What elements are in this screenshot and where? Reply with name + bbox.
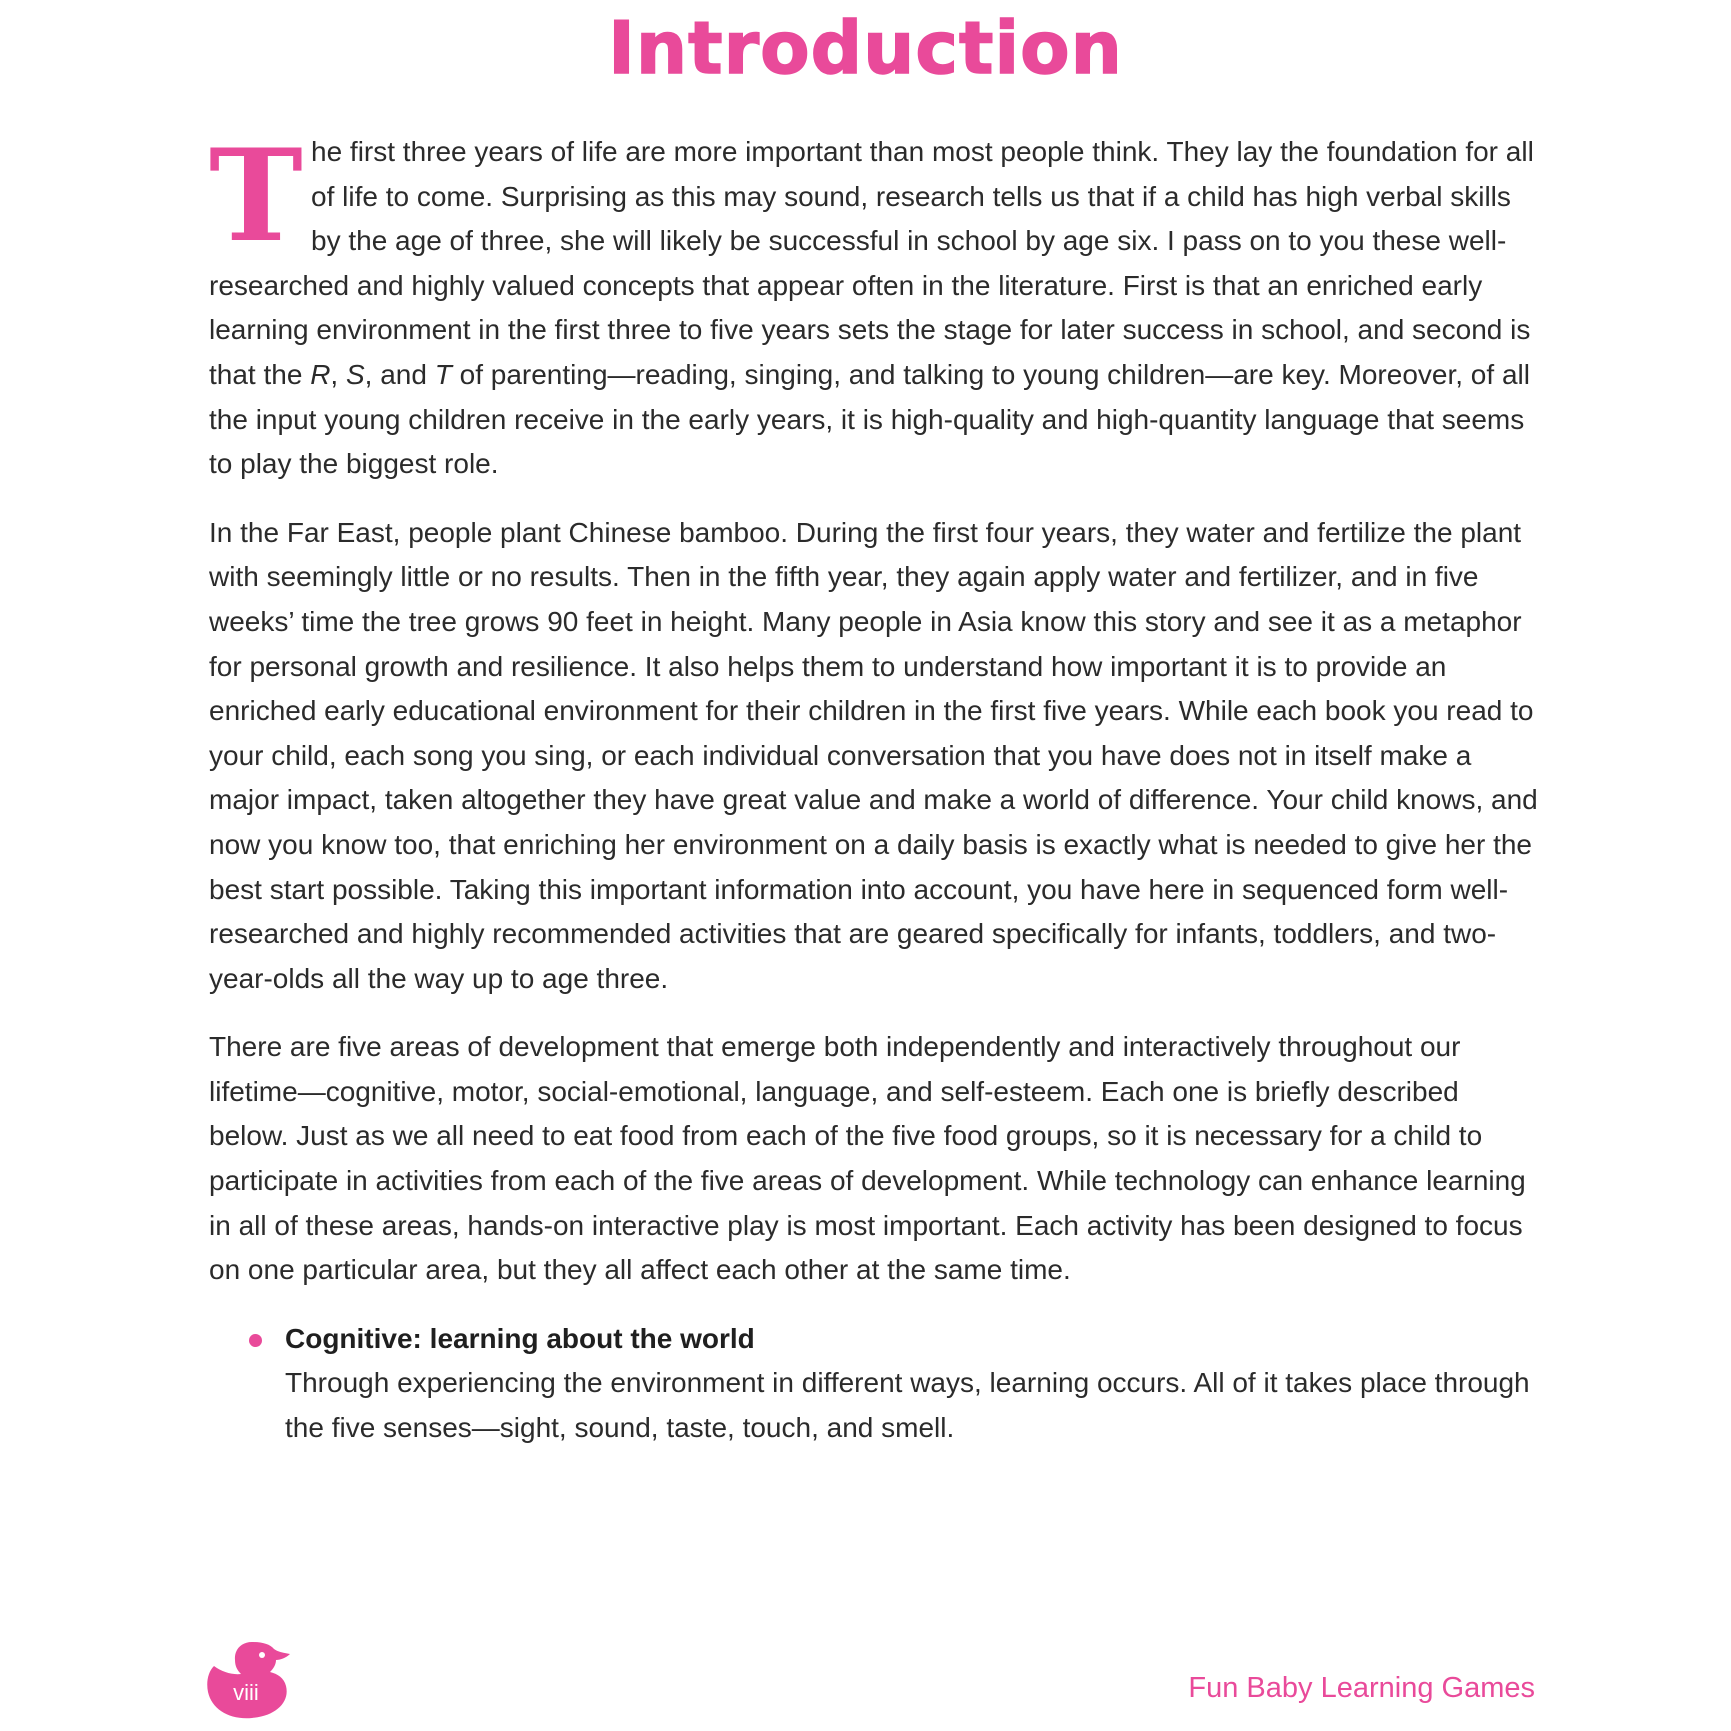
intro-paragraph [209, 122, 1539, 487]
list-item-heading: Cognitive: learning about the world [285, 1322, 755, 1354]
page-number: viii [233, 1680, 259, 1705]
intro-letter-s: S [345, 358, 365, 390]
list-item-description: Through experiencing the environment in different ways, learning occurs. All of it takes place through the five senses—sight, sound, taste, touch, and smell. [285, 1367, 1530, 1444]
list-item [209, 1317, 1539, 1451]
page-title: Introduction [608, 6, 1123, 90]
development-areas-list [209, 1317, 1539, 1451]
book-title: Fun Baby Learning Games [1188, 1672, 1535, 1704]
drop-cap: T [209, 122, 303, 270]
intro-text-end: of parenting—reading, singing, and talking to young children—are key. Moreover, of all the input young children receive in the early years, it is high-quality and high-quantity language that seems to play the biggest role. [209, 358, 1530, 480]
development-paragraph: There are five areas of development that emerge both independently and interactively throughout our lifetime—cognitive, motor, social-emotional, language, and self-esteem. Each one is briefly described below. Just as we all need to eat food from each of the five food groups, so it is necessary for a child to participate in activities from each of the five areas of development. While technology can enhance learning in all of these areas, hands-on interactive play is most important. Each activity has been designed to focus on one particular area, but they all affect each other at the same time. [209, 1031, 1526, 1286]
bamboo-paragraph: In the Far East, people plant Chinese bamboo. During the first four years, they water and fertilize the plant with seemingly little or no results. Then in the fifth year, they again apply water and fertilizer, and in five weeks’ time the tree grows 90 feet in height. Many people in Asia know this story and see it as a metaphor for personal growth and resilience. It also helps them to understand how important it is to provide an enriched early educational environment for their children in the first five years. While each book you read to your child, each song you sing, or each individual conversation that you have does not in itself make a major impact, taken altogether they have great value and make a world of difference. Your child knows, and now you know too, that enriching her environment on a daily basis is exactly what is needed to give her the best start possible. Taking this important information into account, you have here in sequenced form well-researched and highly recommended activities that are geared specifically for infants, toddlers, and two-year-olds all the way up to age three. [209, 516, 1538, 994]
rubber-duck-icon [206, 1638, 298, 1722]
body-text [209, 122, 1539, 1451]
intro-separator-2: , and [364, 358, 435, 390]
intro-text-start: he first three years of life are more important than most people think. They lay the foundation for all of life to come. Surprising as this may sound, research tells us that if a child has high verbal skills by the age of three, she will likely be successful in school by age six. I pass on to you these well-researched and highly valued concepts that appear often in the literature. First is that an enriched early learning environment in the first three to five years sets the stage for later success in school, and second is that the [209, 136, 1534, 390]
bullet-icon [249, 1334, 262, 1347]
intro-separator-1: , [330, 358, 346, 390]
intro-letter-t: T [434, 358, 452, 390]
intro-letter-r: R [310, 358, 331, 390]
